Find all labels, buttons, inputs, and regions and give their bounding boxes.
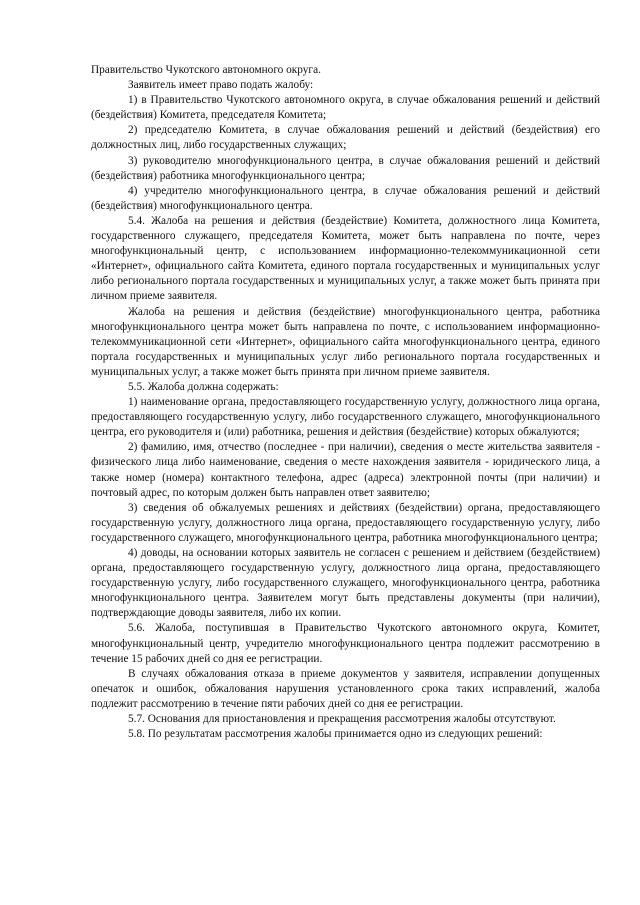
paragraph: 5.5. Жалоба должна содержать: xyxy=(128,380,279,393)
paragraph: 1) в Правительство Чукотского автономного округа, в случае обжалования решений и действий (бездействия) Комитета, председателя Комитета; xyxy=(91,94,600,122)
paragraph: 5.4. Жалоба на решения и действия (бездействие) Комитета, должностного лица Комитета, государственного служащего, председателя Комитета, может быть направлена по почте, через многофункциональный центр, с использованием информационно-телекоммуникационной сети «Интернет», официального сайта Комитета, единого портала государственных и муниципальных услуг либо регионального портала государственных и муниципальных услуг, а также может быть принята при личном приеме заявителя. xyxy=(91,214,600,303)
paragraph: 4) доводы, на основании которых заявитель не согласен с решением и действием (бездействием) органа, предоставляющего государственную услугу, должностного лица органа, предоставляющего государственную услугу, либо государственного служащего, многофункционального центра, работника многофункционального центра. Заявителем могут быть представлены документы (при наличии), подтверждающие доводы заявителя, либо их копии. xyxy=(91,547,600,620)
paragraph: 5.8. По результатам рассмотрения жалобы принимается одно из следующих решений: xyxy=(128,728,543,741)
paragraph: Заявитель имеет право подать жалобу: xyxy=(128,79,314,92)
paragraph: 2) председателю Комитета, в случае обжалования решений и действий (бездействия) его должностных лиц, либо государственных служащих; xyxy=(91,124,600,152)
paragraph: 5.7. Основания для приостановления и прекращения рассмотрения жалобы отсутствуют. xyxy=(128,713,556,726)
paragraph: 1) наименование органа, предоставляющего государственную услугу, должностного лица органа, предоставляющего государственную услугу, либо государственного служащего, многофункционального центра, его руководителя и (или) работника, решения и действия (бездействие) которых обжалуются; xyxy=(91,396,600,439)
paragraph: В случаях обжалования отказа в приеме документов у заявителя, исправлении допущенных опечаток и ошибок, обжалования нарушения установленного срока таких исправлений, жалоба подлежит рассмотрению в течение пяти рабочих дней со дня ее регистрации. xyxy=(91,667,600,710)
paragraph: 4) учредителю многофункционального центра, в случае обжалования решений и действий (бездействия) многофункционального центра. xyxy=(91,184,600,212)
paragraph: 2) фамилию, имя, отчество (последнее - при наличии), сведения о месте жительства заявителя - физического лица либо наименование, сведения о месте нахождения заявителя - юридического лица, а также номер (номера) контактного телефона, адрес (адреса) электронной почты (при наличии) и почтовый адрес, по которым должен быть направлен ответ заявителю; xyxy=(91,441,600,499)
paragraph: 5.6. Жалоба, поступившая в Правительство Чукотского автономного округа, Комитет, многофункциональный центр, учредителю многофункционального центра подлежит рассмотрению в течение 15 рабочих дней со дня ее регистрации. xyxy=(91,622,600,665)
paragraph: 3) сведения об обжалуемых решениях и действиях (бездействии) органа, предоставляющего государственную услугу, должностного лица органа, предоставляющего государственную услугу, либо государственного служащего, многофункционального центра, работника многофункционального центра; xyxy=(91,501,600,544)
paragraph: Жалоба на решения и действия (бездействие) многофункционального центра, работника многофункционального центра может быть направлена по почте, с использованием информационно-телекоммуникационной сети «Интернет», официального сайта многофункционального центра, единого портала государственных и муниципальных услуг либо регионального портала государственных и муниципальных услуг, а также может быть принята при личном приеме заявителя. xyxy=(91,305,600,378)
paragraph: 3) руководителю многофункционального центра, в случае обжалования решений и действий (бездействия) работника многофункционального центра; xyxy=(91,154,600,182)
paragraph: Правительство Чукотского автономного округа. xyxy=(91,64,321,76)
